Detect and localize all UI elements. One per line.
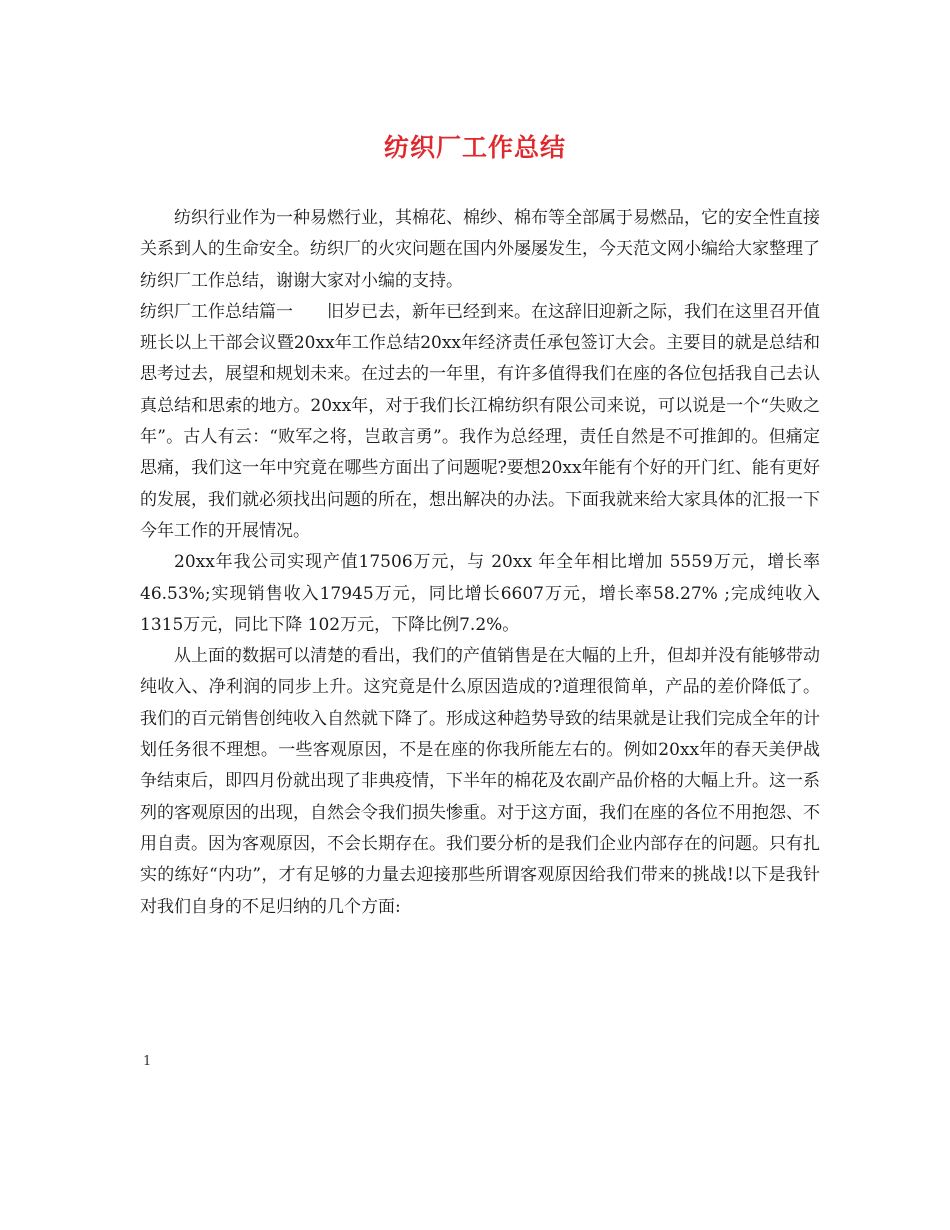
section-one-paragraph: 纺织厂工作总结篇一 旧岁已去，新年已经到来。在这辞旧迎新之际，我们在这里召开值班长以上干部会议暨20xx年工作总结20xx年经济责任承包签订大会。主要目的就是总结和思考过去，展望和规划未来。在过去的一年里，有许多值得我们在座的各位包括我自己去认真总结和思索的地方。20xx年，对于我们长江棉纺织有限公司来说，可以说是一个“失败之年”。古人有云：“败军之将，岂敢言勇”。我作为总经理，责任自然是不可推卸的。但痛定思痛，我们这一年中究竟在哪些方面出了问题呢?要想20xx年能有个好的开门红、能有更好的发展，我们就必须找出问题的所在，想出解决的办法。下面我就来给大家具体的汇报一下今年工作的开展情况。 [140, 301, 820, 541]
analysis-paragraph: 从上面的数据可以清楚的看出，我们的产值销售是在大幅的上升，但却并没有能够带动纯收入、净利润的同步上升。这究竟是什么原因造成的?道理很简单，产品的差价降低了。我们的百元销售创纯收入自然就下降了。形成这种趋势导致的结果就是让我们完成全年的计划任务很不理想。一些客观原因，不是在座的你我所能左右的。例如20xx年的春天美伊战争结束后，即四月份就出现了非典疫情，下半年的棉花及农副产品价格的大幅上升。这一系列的客观原因的出现，自然会令我们损失惨重。对于这方面，我们在座的各位不用抱怨、不用自责。因为客观原因，不会长期存在。我们要分析的是我们企业内部存在的问题。只有扎实的练好“内功”，才有足够的力量去迎接那些所谓客观原因给我们带来的挑战!以下是我针对我们自身的不足归纳的几个方面: [140, 646, 820, 917]
document-body [140, 203, 820, 923]
page-title: 纺织厂工作总结 [383, 133, 566, 162]
intro-paragraph: 纺织行业作为一种易燃行业，其棉花、棉纱、棉布等全部属于易燃品，它的安全性直接关系到人的生命安全。纺织厂的火灾问题在国内外屡屡发生，今天范文网小编给大家整理了纺织厂工作总结，谢谢大家对小编的支持。 [140, 208, 820, 291]
figures-paragraph: 20xx年我公司实现产值17506万元，与 20xx 年全年相比增加 5559万元，增长率46.53%;实现销售收入17945万元，同比增长6607万元，增长率58.27% ;完成纯收入 1315万元，同比下降 102万元，下降比例7.2%。 [140, 552, 820, 635]
page-number: 1 [143, 1054, 152, 1069]
